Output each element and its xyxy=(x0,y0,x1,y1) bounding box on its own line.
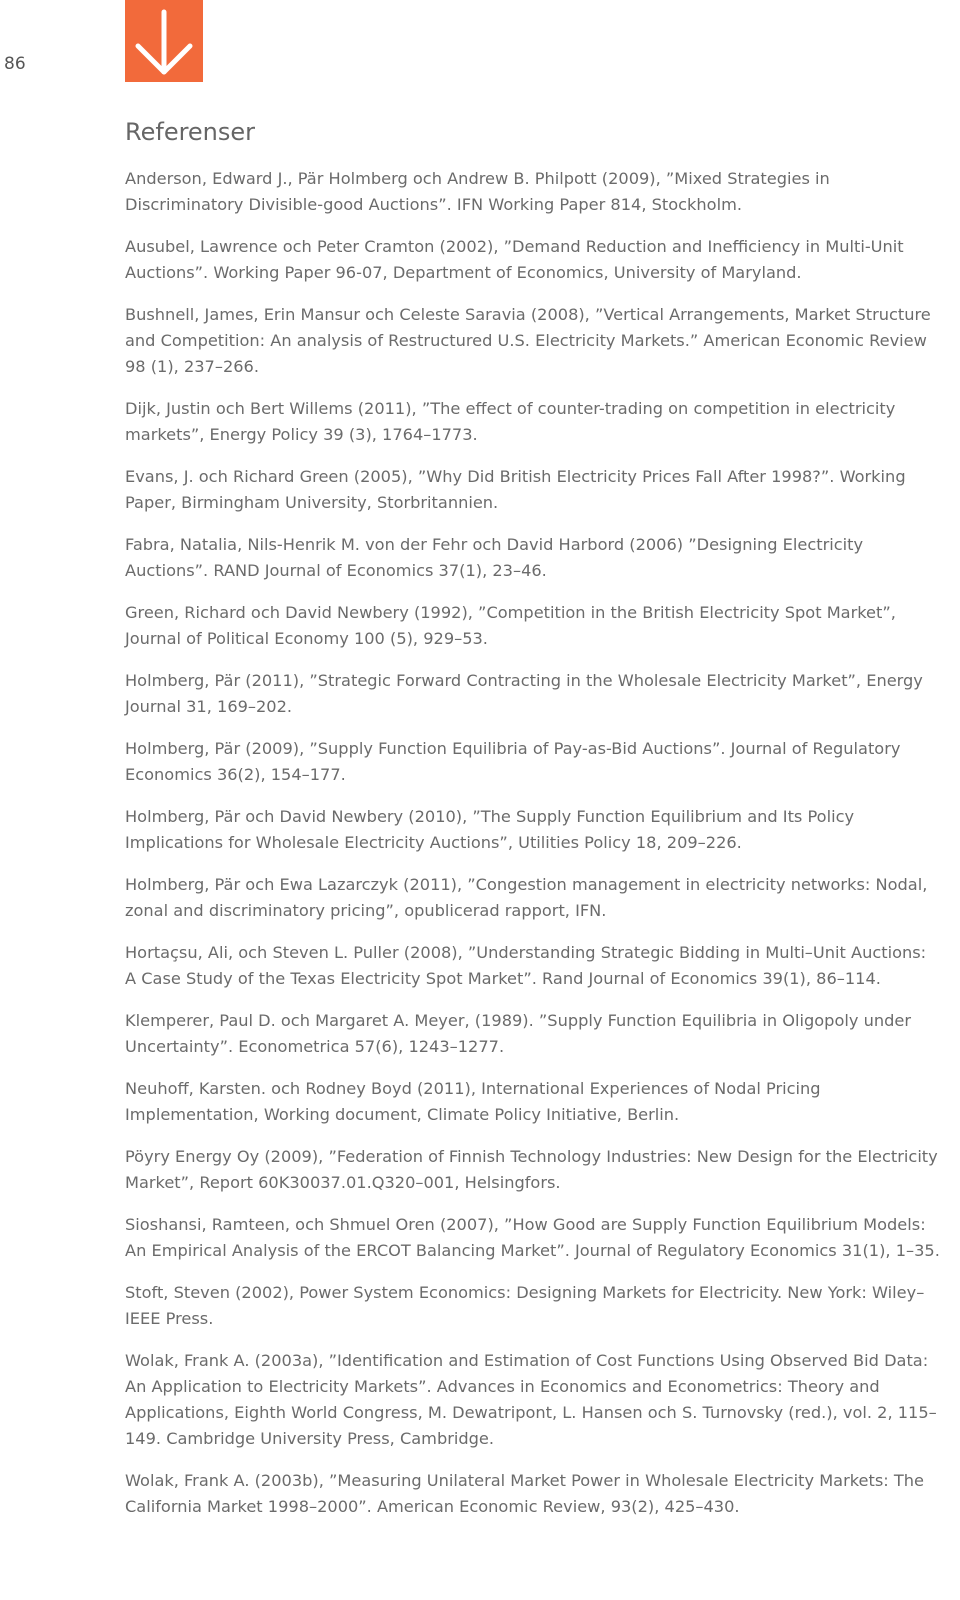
reference-item: Wolak, Frank A. (2003b), ”Measuring Unilateral Market Power in Wholesale Electricity Markets: The California Market 1998–2000”. American Economic Review, 93(2), 425–430. xyxy=(125,1471,925,1516)
section-marker xyxy=(125,0,203,82)
reference-list xyxy=(125,166,940,1536)
reference-item: Dijk, Justin och Bert Willems (2011), ”The effect of counter-trading on competition in electricity markets”, Energy Policy 39 (3), 1764–1773. xyxy=(125,399,896,444)
reference-item: Holmberg, Pär (2011), ”Strategic Forward Contracting in the Wholesale Electricity Market”, Energy Journal 31, 169–202. xyxy=(125,671,923,716)
section-title: Referenser xyxy=(125,118,256,146)
arrow-down-icon xyxy=(125,0,203,82)
reference-item: Holmberg, Pär och David Newbery (2010), ”The Supply Function Equilibrium and Its Policy Implications for Wholesale Electricity Auctions”, Utilities Policy 18, 209–226. xyxy=(125,807,855,852)
reference-item: Klemperer, Paul D. och Margaret A. Meyer, (1989). ”Supply Function Equilibria in Oligopoly under Uncertainty”. Econometrica 57(6), 1243–1277. xyxy=(125,1011,911,1056)
reference-item: Holmberg, Pär (2009), ”Supply Function Equilibria of Pay-as-Bid Auctions”. Journal of Regulatory Economics 36(2), 154–177. xyxy=(125,739,901,784)
reference-item: Wolak, Frank A. (2003a), ”Identification and Estimation of Cost Functions Using Observed Bid Data: An Application to Electricity Markets”. Advances in Economics and Econometrics: Theory and Applications, Eighth World Congress, M. Dewatripont, L. Hansen och S. Turnovsky (red.), vol. 2, 115–149. Cambridge University Press, Cambridge. xyxy=(125,1351,937,1448)
reference-item: Green, Richard och David Newbery (1992), ”Competition in the British Electricity Spot Market”, Journal of Political Economy 100 (5), 929–53. xyxy=(125,603,896,648)
reference-item: Ausubel, Lawrence och Peter Cramton (2002), ”Demand Reduction and Inefficiency in Multi-Unit Auctions”. Working Paper 96-07, Department of Economics, University of Maryland. xyxy=(125,237,904,282)
reference-item: Pöyry Energy Oy (2009), ”Federation of Finnish Technology Industries: New Design for the Electricity Market”, Report 60K30037.01.Q320–001, Helsingfors. xyxy=(125,1147,938,1192)
reference-item: Fabra, Natalia, Nils-Henrik M. von der Fehr och David Harbord (2006) ”Designing Electricity Auctions”. RAND Journal of Economics 37(1), 23–46. xyxy=(125,535,864,580)
page-number: 86 xyxy=(4,54,26,74)
reference-item: Sioshansi, Ramteen, och Shmuel Oren (2007), ”How Good are Supply Function Equilibrium Models: An Empirical Analysis of the ERCOT Balancing Market”. Journal of Regulatory Economics 31(1), 1–35. xyxy=(125,1215,940,1260)
reference-item: Evans, J. och Richard Green (2005), ”Why Did British Electricity Prices Fall After 1998?”. Working Paper, Birmingham University, Storbritannien. xyxy=(125,467,906,512)
reference-item: Neuhoff, Karsten. och Rodney Boyd (2011), International Experiences of Nodal Pricing Implementation, Working document, Climate Policy Initiative, Berlin. xyxy=(125,1079,821,1124)
reference-item: Anderson, Edward J., Pär Holmberg och Andrew B. Philpott (2009), ”Mixed Strategies in Discriminatory Divisible-good Auctions”. IFN Working Paper 814, Stockholm. xyxy=(125,169,830,214)
reference-item: Bushnell, James, Erin Mansur och Celeste Saravia (2008), ”Vertical Arrangements, Market Structure and Competition: An analysis of Restructured U.S. Electricity Markets.” American Economic Review 98 (1), 237–266. xyxy=(125,305,931,376)
reference-item: Stoft, Steven (2002), Power System Economics: Designing Markets for Electricity. New York: Wiley–IEEE Press. xyxy=(125,1283,925,1328)
reference-item: Hortaçsu, Ali, och Steven L. Puller (2008), ”Understanding Strategic Bidding in Multi–Unit Auctions: A Case Study of the Texas Electricity Spot Market”. Rand Journal of Economics 39(1), 86–114. xyxy=(125,943,927,988)
reference-item: Holmberg, Pär och Ewa Lazarczyk (2011), ”Congestion management in electricity networks: Nodal, zonal and discriminatory pricing”, opublicerad rapport, IFN. xyxy=(125,875,928,920)
